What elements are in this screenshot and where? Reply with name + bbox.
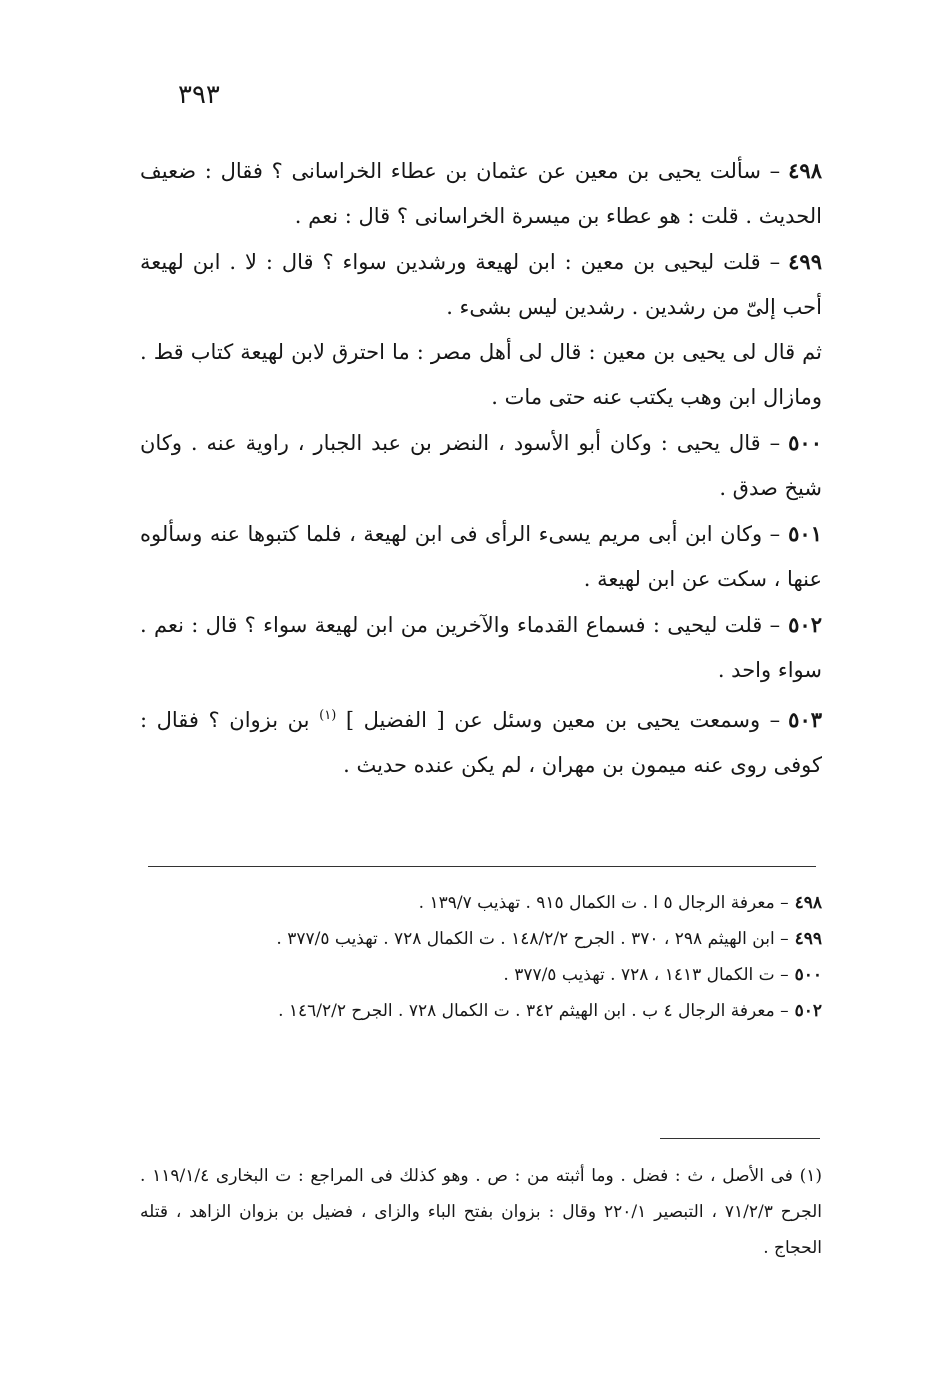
note-number: ٤٩٨ (794, 893, 822, 913)
main-text (140, 148, 822, 788)
note-text: – معرفة الرجال ٤ ب . ابن الهيثم ٣٤٢ . ت الكمال ٧٢٨ . الجرح ١٤٦/٢/٢ . (278, 1001, 789, 1021)
entry-number: ٥٠١ (788, 521, 822, 546)
note-499 (140, 921, 822, 957)
entry-number: ٤٩٨ (788, 158, 822, 183)
entry-500 (140, 420, 822, 511)
page-number: ٣٩٣ (178, 80, 220, 110)
entry-text: بن بزوان ؟ فقال : كوفى روى عنه ميمون بن مهران ، لم يكن عنده حديث . (140, 708, 822, 777)
note-number: ٥٠٢ (794, 1001, 822, 1021)
entry-text: – سألت يحيى بن معين عن عثمان بن عطاء الخراسانى ؟ فقال : ضعيف الحديث . قلت : هو عطاء بن ميسرة الخراسانى ؟ قال : نعم . (140, 159, 822, 228)
note-number: ٤٩٩ (794, 929, 822, 949)
note-498 (140, 885, 822, 921)
entry-501 (140, 511, 822, 602)
entry-number: ٤٩٩ (788, 249, 822, 274)
entry-499 (140, 239, 822, 330)
entry-number: ٥٠٣ (788, 707, 823, 732)
entry-text: – وكان ابن أبى مريم يسىء الرأى فى ابن لهيعة ، فلما كتبوها عنه وسألوه عنها ، سكت عن ابن لهيعة . (140, 522, 822, 591)
footnote (140, 1158, 822, 1266)
entry-text: – وسمعت يحيى بن معين وسئل عن [ الفضيل ] (345, 708, 781, 732)
note-text: – معرفة الرجال ٥ ا . ت الكمال ٩١٥ . تهذيب ١٣٩/٧ . (418, 893, 789, 913)
note-500 (140, 957, 822, 993)
note-502 (140, 993, 822, 1029)
entry-text: – قلت ليحيى : فسماع القدماء والآخرين من ابن لهيعة سواء ؟ قال : نعم . سواء واحد . (140, 613, 822, 682)
note-number: ٥٠٠ (794, 965, 822, 985)
footnote-separator (660, 1138, 820, 1139)
entry-text: – قلت ليحيى بن معين : ابن لهيعة ورشدين سواء ؟ قال : لا . ابن لهيعة أحب إلىّ من رشدين . رشدين ليس بشىء . (140, 250, 822, 319)
entry-499-continuation (140, 330, 822, 420)
entry-502 (140, 602, 822, 693)
note-text: – ت الكمال ١٤١٣ ، ٧٢٨ . تهذيب ٣٧٧/٥ . (503, 965, 789, 985)
entry-text: ثم قال لى يحيى بن معين : قال لى أهل مصر : ما احترق لابن لهيعة كتاب قط . ومازال ابن وهب يكتب عنه حتى مات . (140, 340, 822, 409)
entry-number: ٥٠٢ (788, 612, 822, 637)
entry-number: ٥٠٠ (788, 430, 822, 455)
source-notes (140, 885, 822, 1029)
note-text: – ابن الهيثم ٢٩٨ ، ٣٧٠ . الجرح ١٤٨/٢/٢ . ت الكمال ٧٢٨ . تهذيب ٣٧٧/٥ . (276, 929, 789, 949)
notes-separator (148, 866, 816, 867)
entry-498 (140, 148, 822, 239)
entry-503 (140, 693, 822, 788)
footnote-marker: (١) (319, 708, 337, 723)
footnote-text: (١) فى الأصل ، ث : فضل . وما أثبته من : ص . وهو كذلك فى المراجع : ت البخارى ١١٩/١/٤ . الجرح ٧١/٢/٣ ، التبصير ٢٢٠/١ وقال : بزوان بفتح الباء والزاى ، فضيل بن بزوان الزاهد ، قتله الحجاج . (140, 1166, 823, 1258)
entry-text: – قال يحيى : وكان أبو الأسود ، النضر بن عبد الجبار ، راوية عنه . وكان شيخ صدق . (140, 431, 822, 500)
